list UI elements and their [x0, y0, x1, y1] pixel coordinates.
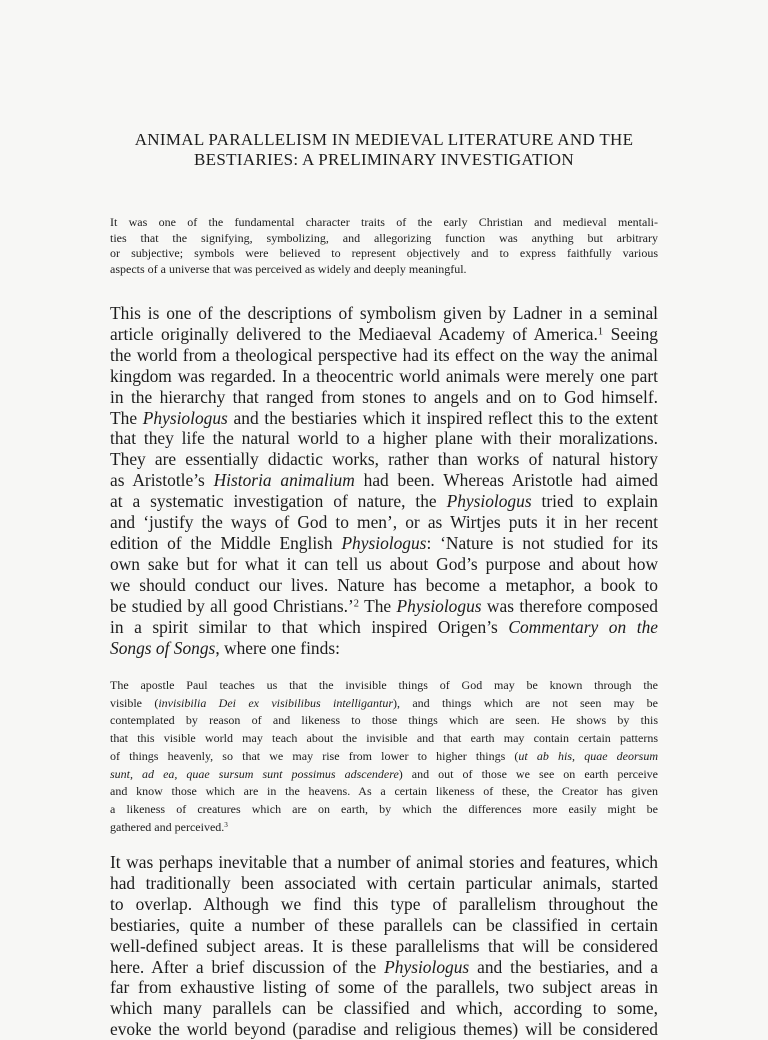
- quote-line: that this visible world may teach about the invisible and that earth may contain certain patterns: [110, 731, 658, 746]
- text-line: Songs of Songs, where one finds:: [110, 637, 340, 658]
- text-line: which many parallels can be classified and which, according to some,: [110, 998, 658, 1019]
- text-line: that they life the natural world to a higher plane with their moralizations.: [110, 428, 658, 449]
- title-line-2: BESTIARIES: A PRELIMINARY INVESTIGATION: [194, 150, 574, 169]
- text-line: in a spirit similar to that which inspired Origen’s Commentary on the: [110, 616, 658, 637]
- text-line: in the hierarchy that ranged from stones to angels and on to God himself.: [110, 386, 658, 407]
- text-line: bestiaries, quite a number of these parallels can be classified in certain: [110, 914, 658, 935]
- text-line: kingdom was regarded. In a theocentric world animals were merely one part: [110, 365, 658, 386]
- quote-line: sunt, ad ea, quae sursum sunt possimus adscendere) and out of those we see on earth perceive: [110, 766, 658, 781]
- article-title: [100, 130, 668, 170]
- text-line: The Physiologus and the bestiaries which it inspired reflect this to the extent: [110, 407, 658, 428]
- text-line: to overlap. Although we find this type of parallelism throughout the: [110, 893, 658, 914]
- text-line: and ‘justify the ways of God to men’, or as Wirtjes puts it in her recent: [110, 512, 658, 533]
- text-line: as Aristotle’s Historia animalium had been. Whereas Aristotle had aimed: [110, 470, 658, 491]
- text-line: edition of the Middle English Physiologus: ‘Nature is not studied for its: [110, 532, 658, 553]
- footnote-ref-3: 3: [224, 820, 228, 829]
- text-line: we should conduct our lives. Nature has become a metaphor, a book to: [110, 574, 658, 595]
- text-line: had traditionally been associated with certain particular animals, started: [110, 872, 658, 893]
- epigraph-line: It was one of the fundamental character traits of the early Christian and medieval mentali-: [110, 215, 658, 229]
- quote-line: The apostle Paul teaches us that the invisible things of God may be known through the: [110, 678, 658, 692]
- epigraph-line: or subjective; symbols were believed to represent objectively and to express faithfully various: [110, 246, 658, 260]
- footnote-ref-2: 2: [353, 597, 360, 609]
- text-line: far from exhaustive listing of some of the parallels, two subject areas in: [110, 977, 658, 998]
- body-paragraph-2: [110, 852, 658, 1040]
- quote-line: visible (invisibilia Dei ex visibilibus intelligantur), and things which are not seen may be: [110, 695, 658, 710]
- text-line: at a systematic investigation of nature, the Physiologus tried to explain: [110, 491, 658, 512]
- quote-line: and know those which are in the heavens. As a certain likeness of these, the Creator has given: [110, 784, 658, 799]
- text-line: well-defined subject areas. It is these parallelisms that will be considered: [110, 935, 658, 956]
- epigraph: [110, 215, 658, 277]
- epigraph-line: aspects of a universe that was perceived as widely and deeply meaningful.: [110, 261, 467, 276]
- text-line: This is one of the descriptions of symbolism given by Ladner in a seminal: [110, 303, 658, 323]
- text-line: article originally delivered to the Mediaeval Academy of America.$^1$ Seeing: [110, 323, 658, 344]
- text-line: They are essentially didactic works, rather than works of natural history: [110, 449, 658, 470]
- text-line: own sake but for what it can tell us about God’s purpose and about how: [110, 553, 658, 574]
- quote-line: gathered and perceived.$^3$: [110, 819, 228, 834]
- quote-line: contemplated by reason of and likeness to those things which are seen. He shows by this: [110, 713, 658, 728]
- footnote-ref-1: 1: [597, 326, 604, 338]
- quote-line: a likeness of creatures which are on earth, by which the differences more easily might be: [110, 801, 658, 816]
- text-line: the world from a theological perspective had its effect on the way the animal: [110, 344, 658, 365]
- text-line: here. After a brief discussion of the Physiologus and the bestiaries, and a: [110, 956, 658, 977]
- text-line: It was perhaps inevitable that a number of animal stories and features, which: [110, 852, 658, 872]
- block-quote: [110, 677, 658, 836]
- text-line: evoke the world beyond (paradise and religious themes) will be considered: [110, 1019, 658, 1040]
- quote-line: of things heavenly, so that we may rise from lower to higher things (ut ab his, quae deorsum: [110, 748, 658, 763]
- title-line-1: ANIMAL PARALLELISM IN MEDIEVAL LITERATURE AND THE: [134, 130, 634, 149]
- body-paragraph-1: [110, 303, 658, 658]
- text-line: be studied by all good Christians.’$^2$ The Physiologus was therefore composed: [110, 595, 659, 616]
- epigraph-line: ties that the signifying, symbolizing, and allegorizing function was anything but arbitrary: [110, 230, 658, 245]
